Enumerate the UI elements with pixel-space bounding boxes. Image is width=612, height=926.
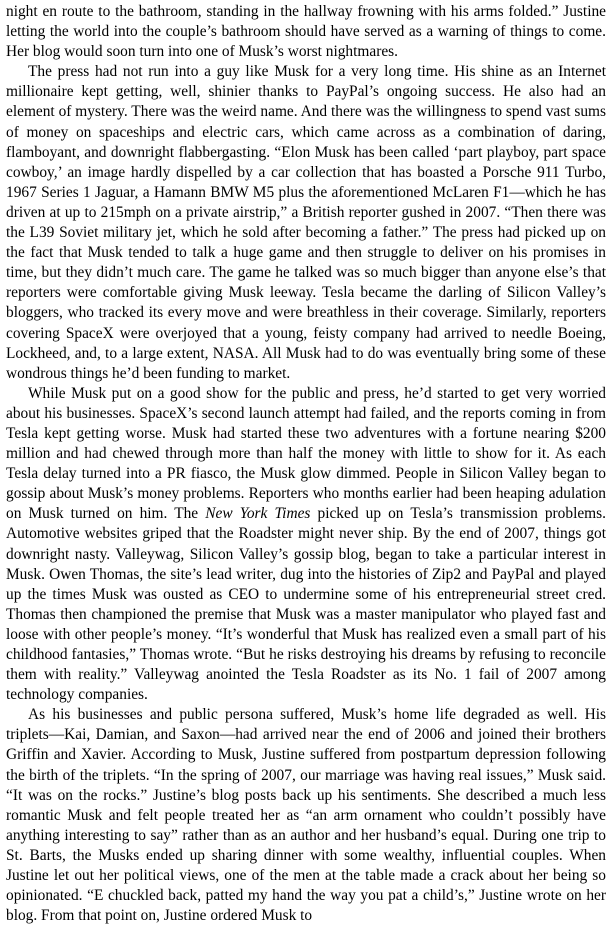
paragraph-continuation xyxy=(6,2,606,62)
paragraph-press-coverage xyxy=(6,62,606,384)
publication-title: New York Times xyxy=(205,505,311,523)
paragraph-home-life xyxy=(6,705,606,926)
paragraph-business-worries xyxy=(6,384,606,706)
paragraph-text: night en route to the bathroom, standing in the hallway frowning with his arms folded.” Justine letting the world into the couple’s bathroom should have served as a warning of things to come. Her blog would soon turn into one of Musk’s worst nightmares. xyxy=(6,3,606,61)
book-page-body xyxy=(6,2,606,926)
paragraph-text: The press had not run into a guy like Musk for a very long time. His shine as an Internet millionaire kept getting, well, shinier thanks to PayPal’s ongoing success. He also had an element of mystery. There was the weird name. And there was the willingness to spend vast sums of money on spaceships and electric cars, which came across as a combination of daring, flamboyant, and downright flabbergasting. “Elon Musk has been called ‘part playboy, part space cowboy,’ an image hardly dispelled by a car collection that has boasted a Porsche 911 Turbo, 1967 Series 1 Jaguar, a Hamann BMW M5 plus the aforementioned McLaren F1—which he has driven at up to 215mph on a private airstrip,” a British reporter gushed in 2007. “Then there was the L39 Soviet military jet, which he sold after becoming a father.” The press had picked up on the fact that Musk tended to talk a huge game and then struggle to deliver on his promises in time, but they didn’t much care. The game he talked was so much bigger than anyone else’s that reporters were comfortable giving Musk leeway. Tesla became the darling of Silicon Valley’s bloggers, who tracked its every move and were breathless in their coverage. Similarly, reporters covering SpaceX were overjoyed that a young, feisty company had arrived to needle Boeing, Lockheed, and, to a large extent, NASA. All Musk had to do was eventually bring some of these wondrous things he’d been funding to market. xyxy=(6,63,606,382)
paragraph-text: While Musk put on a good show for the public and press, he’d started to get very worried about his businesses. SpaceX’s second launch attempt had failed, and the reports coming in from Tesla kept getting worse. Musk had started these two adventures with a fortune nearing $200 million and had chewed through more than half the money with little to show for it. As each Tesla delay turned into a PR fiasco, the Musk glow dimmed. People in Silicon Valley began to gossip about Musk’s money problems. Reporters who months earlier had been heaping adulation on Musk turned on him. The xyxy=(6,384,606,523)
paragraph-text: picked up on Tesla’s transmission problems. Automotive websites griped that the Roadster might never ship. By the end of 2007, things got downright nasty. Valleywag, Silicon Valley’s gossip blog, began to take a particular interest in Musk. Owen Thomas, the site’s lead writer, dug into the histories of Zip2 and PayPal and played up the times Musk was ousted as CEO to undermine some of his entrepreneurial street cred. Thomas then championed the premise that Musk was a master manipulator who played fast and loose with other people’s money. “It’s wonderful that Musk has realized even a small part of his childhood fantasies,” Thomas wrote. “But he risks destroying his dreams by refusing to reconcile them with reality.” Valleywag anointed the Tesla Roadster as its No. 1 fail of 2007 among technology companies. xyxy=(6,505,606,704)
paragraph-text: As his businesses and public persona suffered, Musk’s home life degraded as well. His triplets—Kai, Damian, and Saxon—had arrived near the end of 2006 and joined their brothers Griffin and Xavier. According to Musk, Justine suffered from postpartum depression following the birth of the triplets. “In the spring of 2007, our marriage was having real issues,” Musk said. “It was on the rocks.” Justine’s blog posts back up his sentiments. She described a much less romantic Musk and felt people treated her as “an arm ornament who couldn’t possibly have anything interesting to say” rather than as an author and her husband’s equal. During one trip to St. Barts, the Musks ended up sharing dinner with some wealthy, influential couples. When Justine let out her political views, one of the men at the table made a crack about her being so opinionated. “E chuckled back, patted my hand the way you pat a child’s,” Justine wrote on her blog. From that point on, Justine ordered Musk to xyxy=(6,706,606,925)
